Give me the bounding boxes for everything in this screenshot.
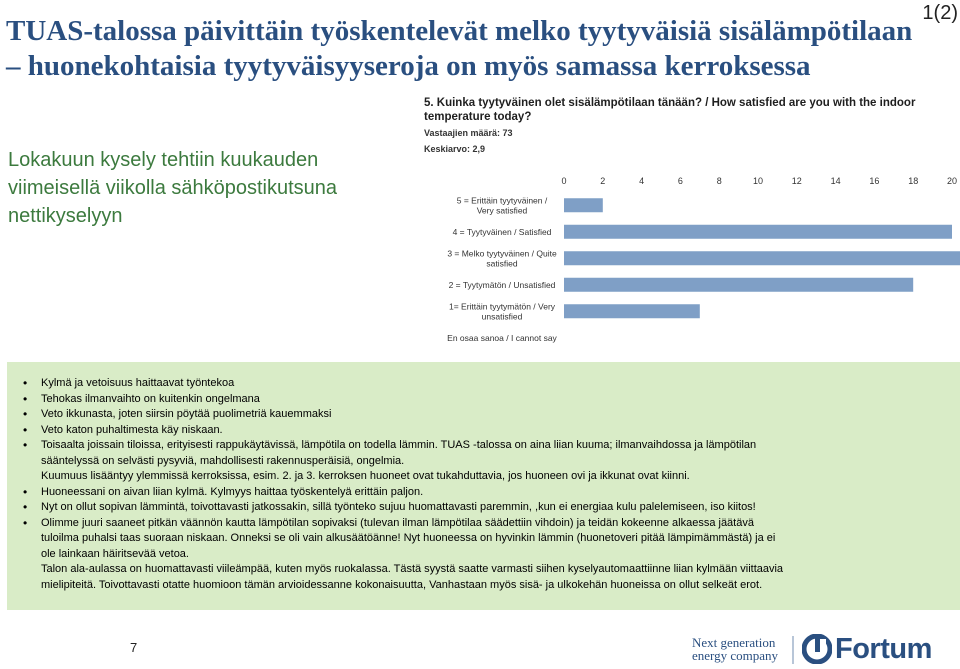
question-title: 5. Kuinka tyytyväinen olet sisälämpötilaan tänään? / How satisfied are you with the indoor temperature today? — [424, 97, 916, 123]
comment-item: • Toisaalta joissain tiloissa, erityisesti rappukäytävissä, lämpötila on todella lämmin. TUAS -talossa on aina liian kuuma; ilmanvaihdossa ja lämpötilan — [21, 438, 948, 454]
company-tagline — [692, 636, 778, 662]
category-label: 3 = Melko tyytyväinen / Quite satisfied — [447, 248, 557, 269]
comment-item: • Veto ikkunasta, joten siirsin pöytää puolimetriä kauemmaksi — [21, 407, 948, 423]
x-tick-label: 18 — [908, 176, 919, 186]
comment-item: Talon ala-aulassa on huomattavasti viileämpää, kuten myös ruokalassa. Tästä syystä saatte varmasti siihen kyselyautomaattiinne liian kylmään viittaavia — [41, 563, 784, 575]
comment-item: • Huoneessani on aivan liian kylmä. Kylmyys haittaa työskentelyä erittäin paljon. — [21, 485, 948, 501]
x-tick-label: 20 — [946, 176, 958, 186]
page-title: TUAS-talossa päivittäin työskentelevät melko tyytyväisiä sisälämpötilaan – huonekohtaisia tyytyväisyyseroja on myös samassa kerroksessa — [6, 15, 913, 82]
category-label: 4 = Tyytyväinen / Satisfied — [452, 226, 552, 237]
category-label: En osaa sanoa / I cannot say — [447, 332, 557, 343]
comment-item: • Tehokas ilmanvaihto on kuitenkin ongelmana — [21, 392, 948, 408]
comment-item: • Olimme juuri saaneet pitkän väännön kautta lämpötilan sopivaksi (tulevan ilman lämpötilaa säädettiin vihdoin) ja teidän kokeenne alkaessa jäätävä — [21, 516, 948, 532]
x-tick-label: 12 — [791, 176, 802, 186]
fortum-logo-text: Fortum — [835, 632, 932, 665]
category-label: 5 = Erittäin tyytyväinen / Very satisfied — [456, 195, 548, 216]
x-tick-label: 0 — [561, 176, 567, 186]
fortum-logo-icon — [802, 634, 832, 664]
bar — [564, 198, 603, 212]
bar — [564, 251, 960, 265]
respondent-count: Vastaajien määrä: 73 — [424, 128, 513, 138]
survey-chart — [420, 94, 960, 349]
page-number: 1(2) — [922, 2, 958, 24]
x-tick-label: 4 — [639, 176, 645, 186]
comment-item: tuloilma puhalsi taas suoraan niskaan. Onneksi se oli vain alkusäätöänne! Nyt huoneessa on hyvinkin lämmin (huonetoveri pitää lämpimämmästä) ja ei — [41, 532, 776, 544]
survey-subtitle: Lokakuun kysely tehtiin kuukauden viimeisellä viikolla sähköpostikutsuna nettikyselyyn — [8, 149, 338, 227]
x-tick-label: 8 — [716, 176, 722, 186]
bar-chart — [420, 174, 960, 349]
bar — [564, 304, 700, 318]
x-tick-label: 14 — [830, 176, 841, 186]
x-tick-label: 16 — [869, 176, 880, 186]
comment-list — [21, 376, 948, 593]
fortum-logo — [802, 632, 932, 666]
x-tick-label: 6 — [677, 176, 683, 186]
bar — [564, 225, 952, 239]
tagline-line-1: Next generation — [692, 635, 776, 650]
x-tick-label: 10 — [752, 176, 764, 186]
comment-item: Kuumuus lisääntyy ylemmissä kerroksissa, esim. 2. ja 3. kerroksen huoneet ovat tukahduttavia, jos huoneen ovi ja ikkunat ovat kiinni. — [41, 470, 690, 482]
x-tick-label: 2 — [600, 176, 606, 186]
comments-box — [7, 362, 960, 610]
category-label: 2 = Tyytymätön / Unsatisfied — [448, 279, 556, 290]
tagline-line-2: energy company — [692, 648, 779, 663]
category-label: 1= Erittäin tyytymätön / Very unsatisfied — [448, 301, 556, 322]
comment-item: mielipiteitä. Toivottavasti otatte huomioon tämän arvioidessanne kokonaisuutta, Vanhastaan myös sisä- ja ulkokehän huoneissa on ollut selkeät erot. — [41, 578, 763, 591]
slide-number: 7 — [130, 640, 138, 655]
mean-value: Keskiarvo: 2,9 — [424, 144, 486, 154]
comment-item: • Nyt on ollut sopivan lämmintä, toivottavasti jatkossakin, sillä työnteko sujuu huomattavasti paremmin, ,kun ei energiaa kulu palelemiseen, iso kiitos! — [21, 500, 948, 516]
comment-item: • Kylmä ja vetoisuus haittaavat työntekoa — [21, 376, 948, 392]
comment-item: sääntelyssä on selvästi pysyviä, mahdollisesti rakennusperäisiä, ongelmia. — [41, 454, 405, 467]
comment-item: ole lainkaan häiritsevää vetoa. — [41, 547, 189, 560]
comment-item: • Veto katon puhaltimesta käy niskaan. — [21, 423, 948, 439]
footer-divider — [792, 636, 794, 664]
bar — [564, 278, 913, 292]
